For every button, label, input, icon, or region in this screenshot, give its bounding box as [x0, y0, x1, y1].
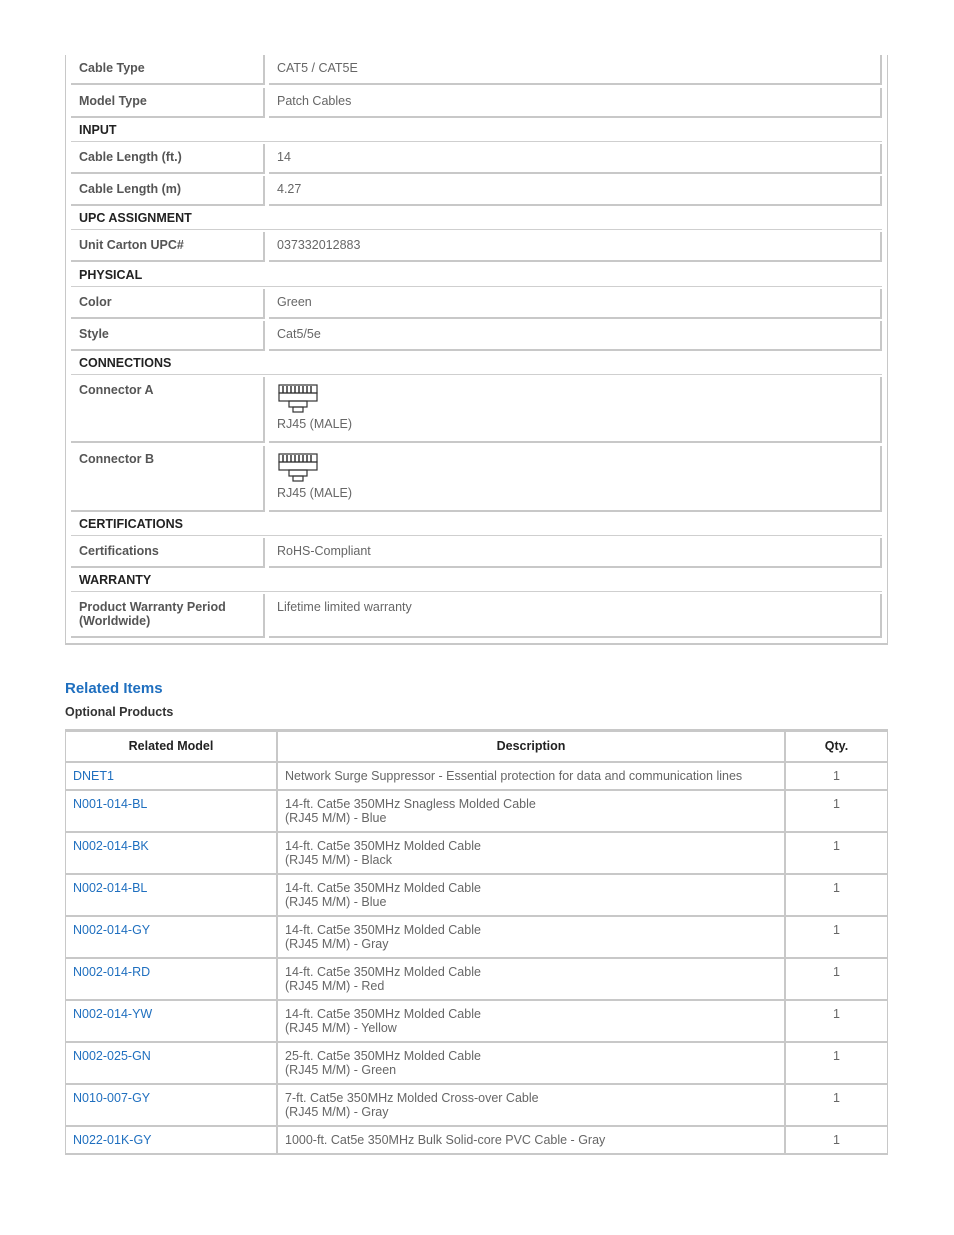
qty-cell: 1 — [833, 965, 840, 979]
description-line: 14-ft. Cat5e 350MHz Molded Cable — [285, 965, 481, 979]
connector-b-label: Connector B — [71, 446, 265, 512]
section-upc-assignment: UPC ASSIGNMENT — [71, 207, 882, 230]
table-row — [66, 791, 887, 833]
qty-cell: 1 — [833, 881, 840, 895]
style-value: Cat5/5e — [269, 321, 882, 351]
section-input: INPUT — [71, 119, 882, 142]
model-cell — [66, 875, 278, 915]
warranty-period-label-line1: Product Warranty Period — [79, 600, 226, 614]
table-body — [66, 763, 887, 1155]
description-line: 14-ft. Cat5e 350MHz Molded Cable — [285, 881, 481, 895]
related-model-link[interactable]: N002-014-RD — [73, 965, 151, 979]
description-line: (RJ45 M/M) - Gray — [285, 1105, 389, 1119]
related-items-table — [65, 729, 888, 1155]
model-cell — [66, 791, 278, 831]
table-row — [66, 1085, 887, 1127]
description-line: 14-ft. Cat5e 350MHz Molded Cable — [285, 1007, 481, 1021]
description-line: 14-ft. Cat5e 350MHz Snagless Molded Cable — [285, 797, 536, 811]
related-model-link[interactable]: N002-014-GY — [73, 923, 151, 937]
table-row — [66, 917, 887, 959]
description-cell — [278, 875, 786, 915]
table-row — [66, 763, 887, 791]
qty-cell: 1 — [833, 839, 840, 853]
qty-cell: 1 — [833, 1133, 840, 1147]
qty-cell: 1 — [833, 1049, 840, 1063]
description-line: (RJ45 M/M) - Red — [285, 979, 385, 993]
related-model-link[interactable]: N002-014-BK — [73, 839, 149, 853]
style-label: Style — [71, 321, 265, 351]
cable-length-m-label: Cable Length (m) — [71, 176, 265, 206]
warranty-period-value: Lifetime limited warranty — [269, 594, 882, 638]
certifications-label: Certifications — [71, 538, 265, 568]
description-line: 7-ft. Cat5e 350MHz Molded Cross-over Cable — [285, 1091, 539, 1105]
related-model-link[interactable]: N022-01K-GY — [73, 1133, 152, 1147]
model-cell — [66, 1043, 278, 1083]
description-line: (RJ45 M/M) - Gray — [285, 937, 389, 951]
related-model-link[interactable]: DNET1 — [73, 769, 114, 783]
related-model-link[interactable]: N001-014-BL — [73, 797, 148, 811]
connector-b-value — [269, 446, 882, 512]
section-physical: PHYSICAL — [71, 264, 882, 287]
model-cell — [66, 1085, 278, 1125]
certifications-value: RoHS-Compliant — [269, 538, 882, 568]
color-value: Green — [269, 289, 882, 319]
description-line: 14-ft. Cat5e 350MHz Molded Cable — [285, 923, 481, 937]
unit-carton-upc-label: Unit Carton UPC# — [71, 232, 265, 262]
rj45-connector-icon — [277, 452, 321, 486]
connector-a-value — [269, 377, 882, 443]
connector-a-type: RJ45 (MALE) — [277, 417, 353, 431]
section-connections: CONNECTIONS — [71, 352, 882, 375]
cable-length-ft-label: Cable Length (ft.) — [71, 144, 265, 174]
model-cell — [66, 833, 278, 873]
description-cell — [278, 763, 786, 789]
model-type-label: Model Type — [71, 88, 265, 118]
description-line: 14-ft. Cat5e 350MHz Molded Cable — [285, 839, 481, 853]
model-cell — [66, 1001, 278, 1041]
warranty-period-label-line2: (Worldwide) — [79, 614, 151, 628]
specifications-table — [65, 55, 888, 645]
description-line: 1000-ft. Cat5e 350MHz Bulk Solid-core PVC Cable - Gray — [285, 1133, 606, 1147]
qty-cell: 1 — [833, 1007, 840, 1021]
table-row — [66, 1127, 887, 1155]
cable-type-label: Cable Type — [71, 55, 265, 85]
model-cell — [66, 1127, 278, 1153]
model-cell — [66, 959, 278, 999]
warranty-period-label — [71, 594, 265, 638]
description-line: (RJ45 M/M) - Blue — [285, 811, 387, 825]
related-model-link[interactable]: N002-014-YW — [73, 1007, 153, 1021]
connector-b-type: RJ45 (MALE) — [277, 486, 353, 500]
related-model-link[interactable]: N010-007-GY — [73, 1091, 151, 1105]
description-line: (RJ45 M/M) - Yellow — [285, 1021, 397, 1035]
rj45-connector-icon — [277, 383, 321, 417]
unit-carton-upc-value: 037332012883 — [269, 232, 882, 262]
table-row — [66, 1001, 887, 1043]
related-model-link[interactable]: N002-014-BL — [73, 881, 148, 895]
description-cell — [278, 1127, 786, 1153]
model-type-value: Patch Cables — [269, 88, 882, 118]
description-cell — [278, 917, 786, 957]
column-header-description: Description — [278, 732, 786, 761]
qty-cell: 1 — [833, 797, 840, 811]
color-label: Color — [71, 289, 265, 319]
connector-a-label: Connector A — [71, 377, 265, 443]
qty-cell: 1 — [833, 923, 840, 937]
table-row — [66, 1043, 887, 1085]
table-row — [66, 875, 887, 917]
cable-type-value: CAT5 / CAT5E — [269, 55, 882, 85]
description-line: (RJ45 M/M) - Black — [285, 853, 392, 867]
table-header-row — [66, 732, 887, 763]
optional-products-heading: Optional Products — [65, 705, 174, 719]
section-warranty: WARRANTY — [71, 569, 882, 592]
related-items-heading: Related Items — [65, 680, 163, 697]
description-cell — [278, 959, 786, 999]
cable-length-m-value: 4.27 — [269, 176, 882, 206]
description-cell — [278, 833, 786, 873]
model-cell — [66, 917, 278, 957]
cable-length-ft-value: 14 — [269, 144, 882, 174]
qty-cell: 1 — [833, 769, 840, 783]
description-line: 25-ft. Cat5e 350MHz Molded Cable — [285, 1049, 481, 1063]
description-cell — [278, 1001, 786, 1041]
section-certifications: CERTIFICATIONS — [71, 513, 882, 536]
description-cell — [278, 1043, 786, 1083]
model-cell — [66, 763, 278, 789]
description-line: (RJ45 M/M) - Blue — [285, 895, 387, 909]
column-header-model: Related Model — [66, 732, 278, 761]
description-line: (RJ45 M/M) - Green — [285, 1063, 397, 1077]
table-row — [66, 959, 887, 1001]
column-header-qty: Qty. — [824, 739, 849, 753]
description-cell — [278, 791, 786, 831]
qty-cell: 1 — [833, 1091, 840, 1105]
related-model-link[interactable]: N002-025-GN — [73, 1049, 151, 1063]
description-line: Network Surge Suppressor - Essential protection for data and communication lines — [285, 769, 743, 783]
table-row — [66, 833, 887, 875]
description-cell — [278, 1085, 786, 1125]
